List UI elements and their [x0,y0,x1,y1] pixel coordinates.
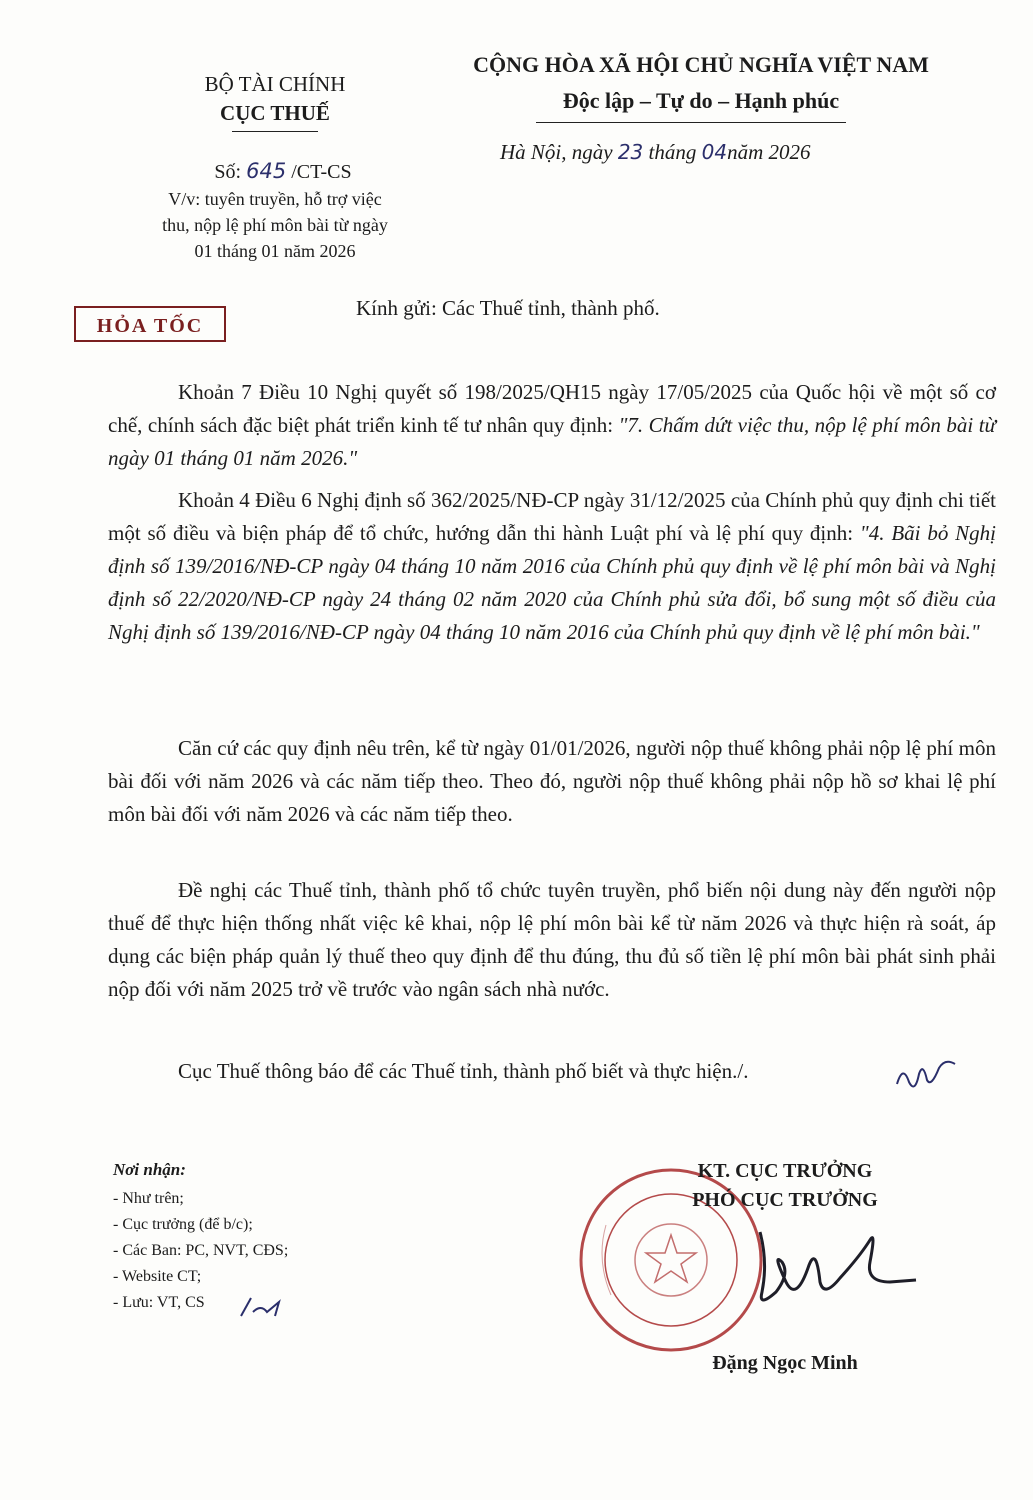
recipient-item: - Website CT; [113,1268,202,1285]
subject-line: thu, nộp lệ phí môn bài từ ngày [162,215,388,235]
recipients-title: Nơi nhận: [113,1160,186,1179]
body-paragraph-2 [108,484,996,649]
signer-name: Đặng Ngọc Minh [712,1352,858,1374]
body-paragraph-3: Căn cứ các quy định nêu trên, kể từ ngày 01/01/2026, người nộp thuế không phải nộp lệ phí môn bài đối với năm 2026 và các năm tiếp theo. Theo đó, người nộp thuế không phải nộp hồ sơ khai lệ phí môn bài đối với năm 2026 và các năm tiếp theo. [108,736,996,826]
recipient-item: - Như trên; [113,1190,184,1207]
p2-text: Khoản 4 Điều 6 Nghị định số 362/2025/NĐ-CP ngày 31/12/2025 của Chính phủ quy định chi tiết một số điều và biện pháp để tổ chức, hướng dẫn thi hành Luật phí và lệ phí quy định: [108,488,996,545]
date-day: 23 [617,140,644,164]
p2-quote: "4. Bãi bỏ Nghị định số 139/2016/NĐ-CP ngày 04 tháng 10 năm 2016 của Chính phủ quy định về lệ phí môn bài và Nghị định số 22/2020/NĐ-CP ngày 24 tháng 02 năm 2020 của Chính phủ sửa đổi, bổ sung một số điều của Nghị định số 139/2016/NĐ-CP ngày 04 tháng 10 năm 2016 của Chính phủ quy định về lệ phí môn bài." [108,521,996,644]
subject-block [115,186,435,264]
subject-line: 01 tháng 01 năm 2026 [194,241,356,261]
signature-title-1: KT. CỤC TRƯỞNG [697,1160,873,1182]
doc-number-suffix: /CT-CS [291,161,352,183]
recipient-item: - Các Ban: PC, NVT, CĐS; [113,1242,289,1259]
nation-title: CỘNG HÒA XÃ HỘI CHỦ NGHĨA VIỆT NAM [473,52,929,77]
recipient-line: Kính gửi: Các Thuế tỉnh, thành phố. [356,296,660,320]
p1-text: Khoản 7 Điều 10 Nghị quyết số 198/2025/QH15 ngày 17/05/2025 của Quốc hội về một số cơ chế, chính sách đặc biệt phát triển kinh tế tư nhân quy định: [108,380,996,437]
body-paragraph-1 [108,376,996,475]
motto-underline [536,122,846,123]
recipient-item: - Cục trưởng (để b/c); [113,1216,253,1233]
document-number [178,159,388,184]
body-paragraph-4: Đề nghị các Thuế tỉnh, thành phố tổ chức tuyên truyền, phổ biến nội dung này đến người nộp thuế để thực hiện thống nhất việc kê khai, nộp lệ phí môn bài kể từ năm 2026 và thực hiện rà soát, áp dụng các biện pháp quản lý thuế theo quy định để thu đúng, thu đủ số tiền lệ phí môn bài phát sinh phải nộp đối với năm 2025 trở về trước vào ngân sách nhà nước. [108,878,996,1001]
doc-number-prefix: Số: [214,161,242,183]
body-paragraph-5: Cục Thuế thông báo để các Thuế tỉnh, thành phố biết và thực hiện./. [178,1059,749,1083]
initial-scribble-icon [893,1054,963,1094]
p1-quote: "7. Chấm dứt việc thu, nộp lệ phí môn bài từ ngày 01 tháng 01 năm 2026." [108,413,996,470]
handwritten-signature-icon [720,1222,920,1312]
place-date [500,140,920,165]
org-underline [232,131,318,132]
national-motto: Độc lập – Tự do – Hạnh phúc [562,88,840,113]
file-mark-scribble-icon [235,1292,290,1322]
place-date-prefix: Hà Nội, ngày [500,140,613,164]
recipient-item: - Lưu: VT, CS [113,1294,205,1311]
subject-line: V/v: tuyên truyền, hỗ trợ việc [168,189,382,209]
signature-title-2: PHÓ CỤC TRƯỞNG [692,1189,878,1211]
urgent-stamp: HỎA TỐC [74,306,226,342]
doc-number-handwritten: 645 [246,159,287,183]
org-parent: BỘ TÀI CHÍNH [204,72,346,96]
date-month: 04 [701,140,728,164]
date-year: năm 2026 [727,140,811,164]
org-name: CỤC THUẾ [220,101,330,125]
date-month-label: tháng [648,140,697,164]
